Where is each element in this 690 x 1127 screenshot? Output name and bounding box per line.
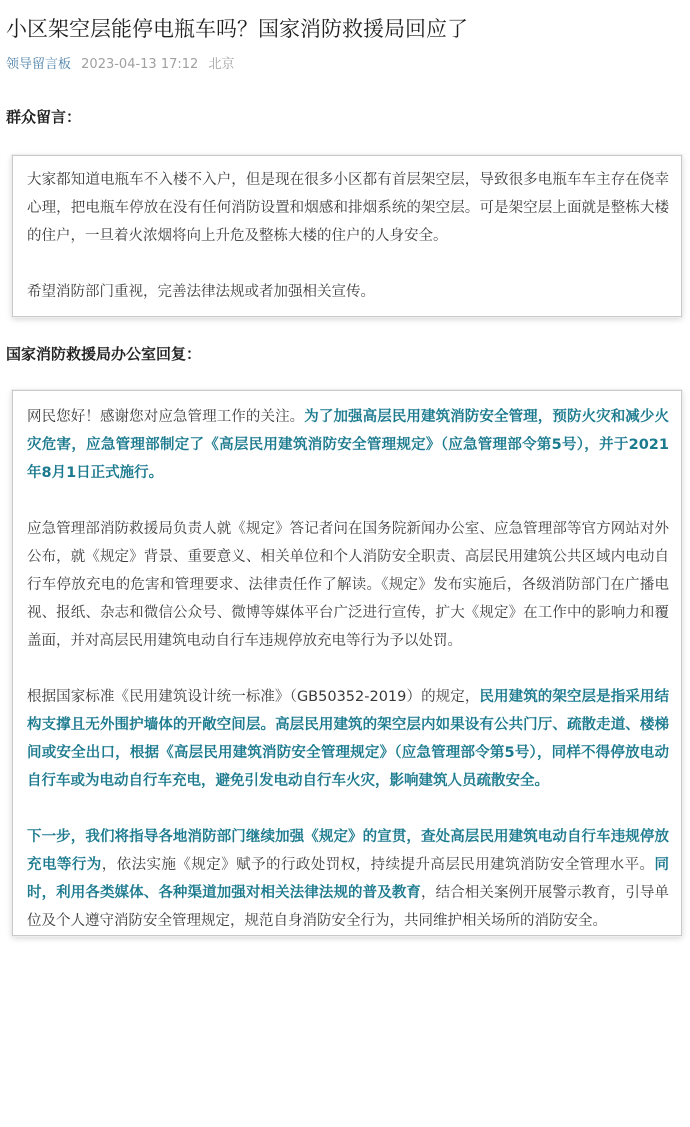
source-link[interactable]: 领导留言板	[6, 57, 72, 72]
article-meta	[6, 56, 684, 74]
paragraph	[27, 166, 669, 250]
article-title: 小区架空层能停电瓶车吗？国家消防救援局回应了	[6, 17, 468, 41]
highlighted-text: 下一步，我们将指导各地消防部门继续加强《规定》的宣贯，查处高层民用建筑电动自行车违规停放充电等行为	[27, 829, 669, 873]
paragraph	[27, 683, 669, 795]
highlighted-text: 为了加强高层民用建筑消防安全管理，预防火灾和减少火灾危害，应急管理部制定了《高层民用建筑消防安全管理规定》（应急管理部令第5号），并于2021年8月1日正式施行。	[27, 409, 669, 481]
paragraph	[27, 515, 669, 655]
paragraph	[27, 278, 669, 306]
highlighted-text: 民用建筑的架空层是指采用结构支撑且无外围护墙体的开敞空间层。高层民用建筑的架空层内如果设有公共门厅、疏散走道、楼梯间或安全出口，根据《高层民用建筑消防安全管理规定》（应急管理部令第5号），同样不得停放电动自行车或为电动自行车充电，避免引发电动自行车火灾，影响建筑人员疏散安全。	[27, 689, 669, 789]
body-text: ，结合相关案例开展警示教育，引导单位及个人遵守消防安全管理规定，规范自身消防安全行为，共同维护相关场所的消防安全。	[27, 885, 670, 929]
question-heading: 群众留言：	[6, 108, 82, 126]
body-text: 希望消防部门重视，完善法律法规或者加强相关宣传。	[27, 284, 375, 300]
body-text: ，依法实施《规定》赋予的行政处罚权，持续提升高层民用建筑消防安全管理水平。	[101, 857, 655, 873]
body-text: 应急管理部消防救援局负责人就《规定》答记者问在国务院新闻办公室、应急管理部等官方网站对外公布，就《规定》背景、重要意义、相关单位和个人消防安全职责、高层民用建筑公共区域内电动自行车停放充电的危害和管理要求、法律责任作了解读。《规定》发布实施后，各级消防部门在广播电视、报纸、杂志和微信公众号、微博等媒体平台广泛进行宣传，扩大《规定》在工作中的影响力和覆盖面，并对高层民用建筑电动自行车违规停放充电等行为予以处罚。	[27, 521, 669, 649]
body-text: 根据国家标准《民用建筑设计统一标准》（GB50352-2019）的规定，	[27, 689, 480, 705]
question-box	[12, 155, 682, 317]
reply-heading: 国家消防救援局办公室回复：	[6, 345, 202, 363]
body-text: 网民您好！感谢您对应急管理工作的关注。	[27, 409, 305, 425]
paragraph	[27, 823, 669, 935]
publish-time: 2023-04-13 17:12	[81, 57, 199, 72]
publish-location: 北京	[208, 57, 235, 72]
body-text: 大家都知道电瓶车不入楼不入户，但是现在很多小区都有首层架空层，导致很多电瓶车车主存在侥幸心理，把电瓶车停放在没有任何消防设置和烟感和排烟系统的架空层。可是架空层上面就是整栋大楼的住户，一旦着火浓烟将向上升危及整栋大楼的住户的人身安全。	[27, 172, 669, 244]
highlighted-text: 同时，利用各类媒体、各种渠道加强对相关法律法规的普及教育	[27, 857, 669, 901]
reply-box	[12, 390, 682, 936]
paragraph	[27, 403, 669, 487]
